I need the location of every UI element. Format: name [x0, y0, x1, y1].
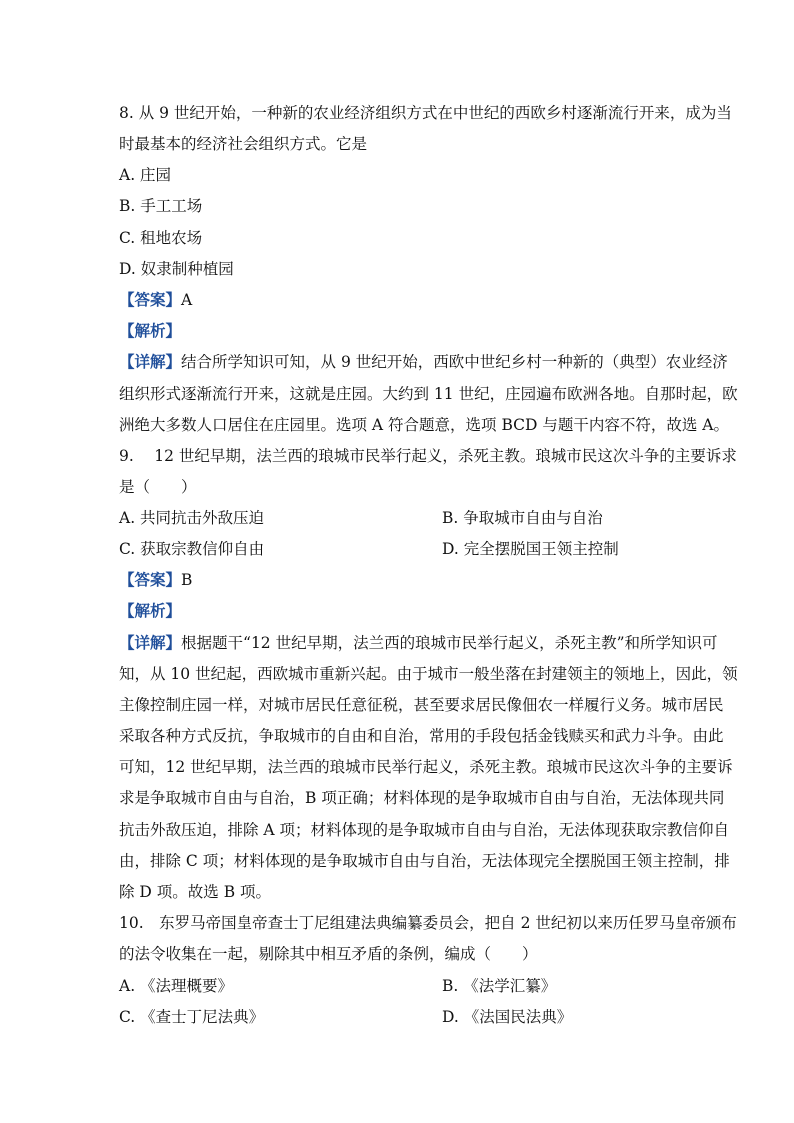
answer-tag: 【答案】	[119, 570, 182, 589]
q8-stem-line2: 时最基本的经济社会组织方式。它是	[119, 135, 368, 153]
q8-detail-line3: 洲绝大多数人口居住在庄园里。选项 A 符合题意，选项 BCD 与题干内容不符，故选 A。	[119, 416, 729, 434]
q8-analysis-tag	[119, 321, 181, 341]
q9-answer	[119, 570, 192, 590]
q8-detail-line1	[119, 352, 728, 372]
q8-option-c: C. 租地农场	[119, 229, 203, 247]
detail-tag: 【详解】	[119, 352, 182, 371]
q8-option-b: B. 手工工场	[119, 197, 203, 215]
q9-detail-line5: 可知，12 世纪早期，法兰西的琅城市民举行起义，杀死主教。琅城市民这次斗争的主要诉	[119, 758, 733, 776]
q9-detail-line8: 由，排除 C 项；材料体现的是争取城市自由与自治，无法体现完全摆脱国王领主控制，排	[119, 852, 730, 870]
answer-tag: 【答案】	[119, 290, 182, 309]
q9-detail-line6: 求是争取城市自由与自治，B 项正确；材料体现的是争取城市自由与自治，无法体现共同	[119, 789, 725, 807]
q8-option-d: D. 奴隶制种植园	[119, 260, 234, 278]
detail-text: 结合所学知识可知，从 9 世纪开始，西欧中世纪乡村一种新的（典型）农业经济	[181, 353, 728, 371]
q9-option-b: B. 争取城市自由与自治	[442, 509, 603, 527]
detail-tag: 【详解】	[119, 633, 182, 652]
q9-option-a: A. 共同抗击外敌压迫	[119, 509, 265, 527]
detail-text: 根据题干“12 世纪早期，法兰西的琅城市民举行起义，杀死主教”和所学知识可	[181, 634, 718, 652]
q9-detail-line9: 除 D 项。故选 B 项。	[119, 883, 272, 901]
q8-answer	[119, 290, 192, 310]
q10-option-c: C. 《查士丁尼法典》	[119, 1008, 265, 1026]
q8-option-a: A. 庄园	[119, 166, 172, 184]
q9-option-d: D. 完全摆脱国王领主控制	[442, 540, 619, 558]
q10-option-d: D. 《法国民法典》	[442, 1008, 573, 1026]
q10-option-b: B. 《法学汇纂》	[442, 977, 557, 995]
q10-stem-line2: 的法令收集在一起，剔除其中相互矛盾的条例，编成（ ）	[119, 945, 538, 963]
analysis-tag: 【解析】	[119, 601, 182, 620]
q9-detail-line7: 抗击外敌压迫，排除 A 项；材料体现的是争取城市自由与自治，无法体现获取宗教信仰自	[119, 821, 730, 839]
q9-detail-line1	[119, 633, 718, 653]
answer-value: A	[181, 291, 193, 309]
q9-stem-line2: 是（ ）	[119, 478, 197, 496]
q9-detail-line4: 采取各种方式反抗，争取城市的自由和自治，常用的手段包括金钱赎买和武力斗争。由此	[119, 727, 724, 745]
q9-option-c: C. 获取宗教信仰自由	[119, 540, 265, 558]
q10-option-a: A. 《法理概要》	[119, 977, 234, 995]
q8-stem-line1: 8. 从 9 世纪开始，一种新的农业经济组织方式在中世纪的西欧乡村逐渐流行开来，成为当	[119, 104, 732, 122]
q9-detail-line3: 主像控制庄园一样，对城市居民任意征税，甚至要求居民像佃农一样履行义务。城市居民	[119, 696, 724, 714]
q9-detail-line2: 知，从 10 世纪起，西欧城市重新兴起。由于城市一般坐落在封建领主的领地上，因此，领	[119, 665, 738, 683]
q9-analysis-tag	[119, 601, 181, 621]
q8-detail-line2: 组织形式逐渐流行开来，这就是庄园。大约到 11 世纪，庄园遍布欧洲各地。自那时起，欧	[119, 385, 738, 403]
q10-stem-line1: 10. 东罗马帝国皇帝查士丁尼组建法典编纂委员会，把自 2 世纪初以来历任罗马皇帝颁布	[119, 914, 737, 932]
analysis-tag: 【解析】	[119, 321, 182, 340]
answer-value: B	[181, 571, 193, 589]
q9-stem-line1: 9. 12 世纪早期，法兰西的琅城市民举行起义，杀死主教。琅城市民这次斗争的主要诉求	[119, 447, 737, 465]
